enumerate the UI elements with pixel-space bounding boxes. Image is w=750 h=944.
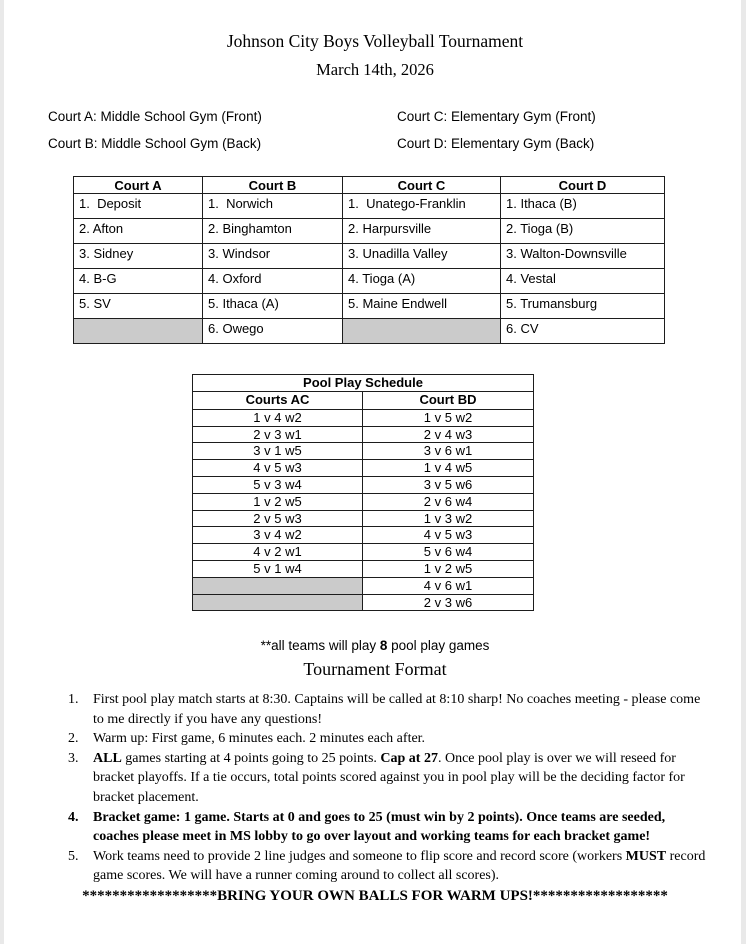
table-cell: 2 v 4 w3	[363, 426, 534, 443]
table-row	[193, 443, 534, 460]
pool-play-schedule-table	[192, 374, 534, 611]
pool-table-body	[193, 409, 534, 611]
column-header: Court D	[501, 177, 665, 194]
list-item-text: ALL games starting at 4 points going to 25 points. Cap at 27. Once pool play is over we will reseed for bracket playoffs. If a tie occurs, total points scored against you in pool play will be the deciding factor for bracket placement.	[93, 750, 685, 805]
table-cell: 1. Unatego-Franklin	[343, 194, 501, 219]
list-item-text: Warm up: First game, 6 minutes each. 2 minutes each after.	[93, 731, 426, 747]
format-list-item	[65, 690, 713, 729]
table-cell: 2. Binghamton	[203, 219, 343, 244]
table-cell: 2 v 3 w1	[193, 426, 363, 443]
pool-schedule-title: Pool Play Schedule	[193, 375, 534, 392]
list-item-number: 5.	[68, 848, 79, 864]
column-header: Court C	[343, 177, 501, 194]
table-row	[193, 409, 534, 426]
table-cell: 5 v 1 w4	[193, 560, 363, 577]
table-cell: 2 v 3 w6	[363, 594, 534, 611]
table-row	[193, 527, 534, 544]
table-cell: 4 v 2 w1	[193, 544, 363, 561]
table-cell: 4. Vestal	[501, 269, 665, 294]
table-cell: 4. B-G	[74, 269, 203, 294]
format-list-item	[65, 749, 713, 808]
table-row	[193, 510, 534, 527]
table-cell: 1. Ithaca (B)	[501, 194, 665, 219]
table-cell: 1. Norwich	[203, 194, 343, 219]
table-row	[74, 194, 665, 219]
table-row	[74, 319, 665, 344]
tournament-format-list	[65, 690, 713, 886]
table-row	[193, 577, 534, 594]
table-row	[193, 493, 534, 510]
column-header: Court B	[203, 177, 343, 194]
list-item-text: Bracket game: 1 game. Starts at 0 and goes to 25 (must win by 2 points). Once teams are seeded, coaches please meet in MS lobby to go over layout and working teams for each bracket game!	[93, 809, 666, 845]
table-cell	[343, 319, 501, 344]
table-cell: 5. Trumansburg	[501, 294, 665, 319]
table-cell: 5 v 6 w4	[363, 544, 534, 561]
column-header: Court A	[74, 177, 203, 194]
format-list-item	[65, 808, 713, 847]
list-item-number: 4.	[68, 809, 79, 825]
pool-header-row	[193, 392, 534, 409]
page-edge-left	[0, 0, 4, 944]
table-cell: 2 v 5 w3	[193, 510, 363, 527]
document-date: March 14th, 2026	[316, 60, 434, 79]
table-cell: 4 v 6 w1	[363, 577, 534, 594]
table-cell: 3. Windsor	[203, 244, 343, 269]
court-locations-left	[48, 103, 262, 157]
table-cell: 4 v 5 w3	[193, 460, 363, 477]
table-cell: 4. Tioga (A)	[343, 269, 501, 294]
table-cell: 5 v 3 w4	[193, 477, 363, 494]
table-cell: 4 v 5 w3	[363, 527, 534, 544]
list-item-number: 2.	[68, 731, 79, 747]
teams-table-body	[74, 194, 665, 344]
table-cell	[193, 594, 363, 611]
table-cell: 3 v 5 w6	[363, 477, 534, 494]
tournament-format-title: Tournament Format	[303, 659, 447, 679]
table-row	[74, 219, 665, 244]
table-row	[193, 544, 534, 561]
table-cell: 5. Maine Endwell	[343, 294, 501, 319]
list-item-number: 1.	[68, 692, 79, 707]
document-title: Johnson City Boys Volleyball Tournament	[226, 31, 524, 51]
table-cell: 3. Walton-Downsville	[501, 244, 665, 269]
table-cell: 3 v 6 w1	[363, 443, 534, 460]
table-row	[193, 560, 534, 577]
table-cell	[193, 577, 363, 594]
table-row	[74, 269, 665, 294]
table-cell: 3 v 1 w5	[193, 443, 363, 460]
table-cell: 5. SV	[74, 294, 203, 319]
table-row	[74, 244, 665, 269]
table-row	[193, 477, 534, 494]
table-cell: 2. Afton	[74, 219, 203, 244]
teams-table	[73, 176, 665, 344]
table-cell: 3. Sidney	[74, 244, 203, 269]
table-cell: 3. Unadilla Valley	[343, 244, 501, 269]
teams-header-row	[74, 177, 665, 194]
pool-title-row	[193, 375, 534, 392]
column-header: Court BD	[363, 392, 534, 409]
table-cell: 1 v 3 w2	[363, 510, 534, 527]
page-edge-right	[741, 0, 746, 944]
table-cell	[74, 319, 203, 344]
bring-balls-banner: ******************BRING YOUR OWN BALLS FOR WARM UPS!******************	[82, 888, 668, 904]
list-item-number: 3.	[68, 750, 79, 766]
table-cell: 6. Owego	[203, 319, 343, 344]
court-location-d: Court D: Elementary Gym (Back)	[397, 136, 595, 151]
table-cell: 1 v 2 w5	[363, 560, 534, 577]
list-item-text: Work teams need to provide 2 line judges and someone to flip score and record score (workers MUST record game scores. We will have a runner coming around to collect all scores).	[93, 848, 706, 884]
table-cell: 2. Harpursville	[343, 219, 501, 244]
table-cell: 1. Deposit	[74, 194, 203, 219]
table-cell: 3 v 4 w2	[193, 527, 363, 544]
table-cell: 4. Oxford	[203, 269, 343, 294]
court-location-a: Court A: Middle School Gym (Front)	[48, 109, 262, 124]
format-list-item	[65, 847, 713, 886]
court-locations-right	[397, 103, 596, 157]
table-row	[74, 294, 665, 319]
table-row	[193, 594, 534, 611]
table-cell: 1 v 5 w2	[363, 409, 534, 426]
pool-play-note: **all teams will play 8 pool play games	[260, 638, 490, 653]
table-cell: 2 v 6 w4	[363, 493, 534, 510]
format-list-item	[65, 729, 713, 749]
list-item-text: First pool play match starts at 8:30. Captains will be called at 8:10 sharp! No coaches meeting - please come to me directly if you have any questions!	[93, 692, 701, 727]
table-cell: 1 v 2 w5	[193, 493, 363, 510]
column-header: Courts AC	[193, 392, 363, 409]
table-cell: 5. Ithaca (A)	[203, 294, 343, 319]
table-row	[193, 426, 534, 443]
table-cell: 1 v 4 w2	[193, 409, 363, 426]
court-location-c: Court C: Elementary Gym (Front)	[397, 109, 596, 124]
table-cell: 2. Tioga (B)	[501, 219, 665, 244]
table-cell: 6. CV	[501, 319, 665, 344]
table-row	[193, 460, 534, 477]
court-location-b: Court B: Middle School Gym (Back)	[48, 136, 262, 151]
table-cell: 1 v 4 w5	[363, 460, 534, 477]
